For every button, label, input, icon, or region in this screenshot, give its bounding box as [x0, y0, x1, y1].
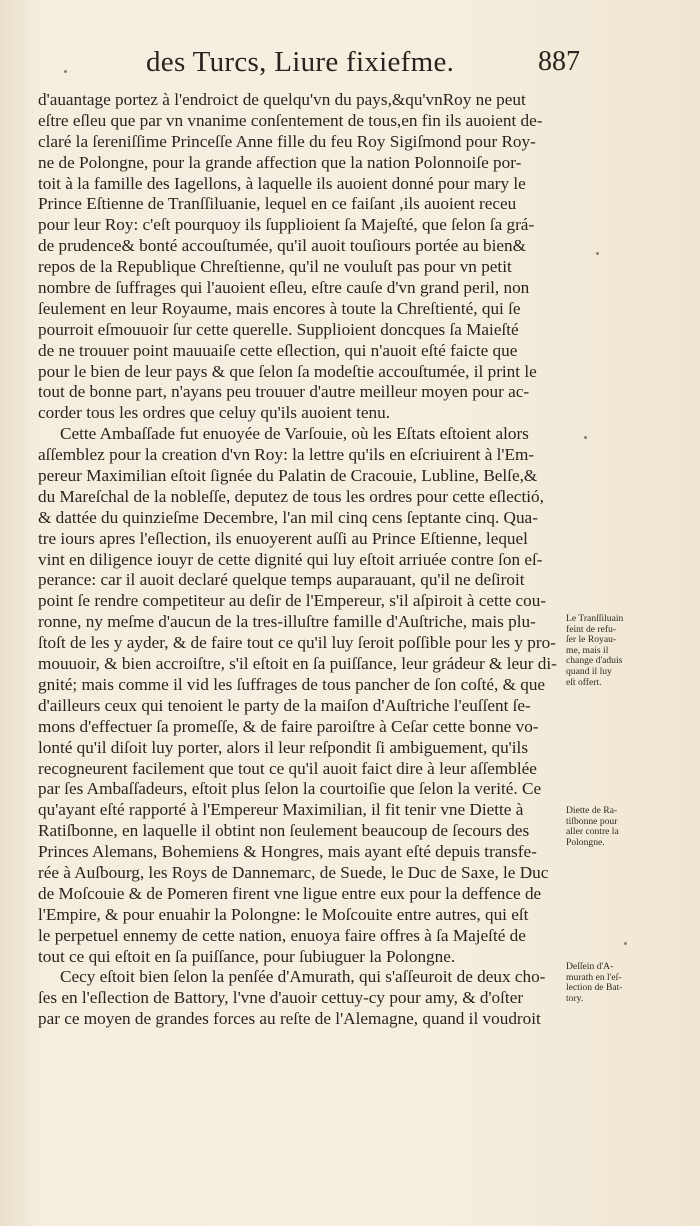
text-line: toit à la famille des Iagellons, à laquelle ils auoient donné pour mary le [38, 173, 526, 193]
page-number: 887 [538, 46, 580, 77]
text-line: mons d'effectuer ſa promeſſe, & de faire paroiſtre à Ceſar cette bonne vo- [38, 716, 539, 736]
text-line: ſeulement en leur Royaume, mais encores à toute la Chreſtienté, qui ſe [38, 298, 521, 318]
margin-note-line: tiſbonne pour [566, 815, 618, 827]
text-line: Cette Ambaſſade fut enuoyée de Varſouie, où les Eſtats eſtoient alors [60, 424, 529, 444]
text-line: pourroit eſmouuoir ſur cette querelle. Supplioient doncques ſa Maieſté [38, 319, 519, 339]
margin-note-line: Deſſein d'A- [566, 961, 614, 972]
text-line: rée à Auſbourg, les Roys de Dannemarc, de Suede, le Duc de Saxe, le Duc [38, 862, 549, 882]
running-title: des Turcs, Liure fixiefme. [146, 46, 455, 78]
text-line: d'auantage portez à l'endroict de quelqu'vn du pays,&qu'vnRoy ne peut [38, 90, 526, 109]
margin-note-line: aller contre la [566, 826, 619, 838]
text-line: perance: car il auoit declaré quelque temps auparauant, qu'il ne deſiroit [38, 570, 525, 590]
text-line: claré la ſereniſſime Princeſſe Anne fille du feu Roy Sigiſmond pour Roy- [38, 131, 536, 151]
text-line: eſtre eſleu que par vn vnanime conſentement de tous,en fin ils auoient de- [38, 110, 543, 130]
text-line: point ſe rendre competiteur au deſir de l'Empereur, s'il aſpiroit à cette cou- [38, 591, 547, 611]
text-line: de Moſcouie & de Pomeren firent vne ligue entre eux pour la deffence de [38, 883, 542, 903]
margin-note-line: Polongne. [566, 836, 605, 848]
body-text [38, 90, 566, 1030]
text-line: d'ailleurs ceux qui tenoient le party de la maiſon d'Auſtriche l'euſſent ſe- [38, 695, 531, 715]
ink-speck [624, 942, 627, 945]
text-line: & dattée du quinzieſme Decembre, l'an mil cinq cens ſeptante cinq. Qua- [38, 507, 538, 527]
text-line: corder tous les ordres que celuy qu'ils auoient tenu. [38, 403, 390, 423]
text-line: du Mareſchal de la nobleſſe, deputez de tous les ordres pour cette eſlectió, [38, 486, 544, 506]
text-line: ne de Polongne, pour la grande affection que la nation Polonnoiſe por- [38, 152, 522, 172]
margin-note-diet-ratisbon [566, 806, 644, 848]
margin-note-line: Diette de Ra- [566, 805, 618, 816]
ink-speck [64, 70, 67, 73]
text-line: lonté qu'il diſoit luy porter, alors il leur reſpondit ſi ambiguement, qu'ils [38, 737, 529, 757]
text-line: par ce moyen de grandes forces au reſte de l'Alemagne, quand il voudroit [38, 1009, 541, 1029]
margin-note-line: feint de refu- [566, 623, 617, 635]
margin-note-amurath-design [566, 962, 644, 1004]
margin-note-line: Le Tranſſiluain [566, 613, 624, 624]
text-line: Prince Eſtienne de Tranſſiluanie, lequel en ce faiſant ,ils auoient receu [38, 194, 517, 214]
text-line: recogneurent facilement que tout ce qu'il auoit faict dire à leur aſſemblée [38, 758, 537, 778]
ink-speck [584, 436, 587, 439]
text-line: pour leur Roy: c'eſt pourquoy ils ſupplioient ſa Majeſté, que ſelon ſa grá- [38, 215, 535, 235]
text-line: aſſemblez pour la creation d'vn Roy: la lettre qu'ils en eſcriuirent à l'Em- [38, 445, 535, 465]
text-line: de ne trouuer point mauuaiſe cette eſlection, qui n'auoit eſté faicte que [38, 340, 518, 360]
text-line: gnité; mais comme il vid les ſuffrages de tous pancher de ſon coſté, & que [38, 674, 546, 694]
text-line: tout ce qui eſtoit en ſa puiſſance, pour ſubiuguer la Polongne. [38, 946, 456, 966]
text-line: repos de la Republique Chreſtienne, qu'il ne vouluſt pas pour vn petit [38, 257, 512, 277]
margin-note-line: lection de Bat- [566, 982, 623, 994]
margin-note-line: quand il luy [566, 665, 612, 677]
text-line: vint en diligence iouyr de cette dignité qui luy eſtoit arriuée contre ſon eſ- [38, 549, 543, 569]
text-line: le perpetuel ennemy de cette nation, enuoya faire offres à ſa Majeſté de [38, 925, 526, 945]
margin-note-line: me, mais il [566, 644, 609, 656]
text-line: tout de bonne part, n'ayans peu trouuer d'autre meilleur moyen pour ac- [38, 382, 530, 402]
text-line: par ſes Ambaſſadeurs, eſtoit plus ſelon la courtoiſie que ſelon la verité. Ce [38, 779, 542, 799]
text-line: Cecy eſtoit bien ſelon la penſée d'Amurath, qui s'aſſeuroit de deux cho- [60, 967, 546, 987]
text-line: pour le bien de leur pays & que ſelon ſa modeſtie accouſtumée, il print le [38, 361, 537, 381]
text-line: pereur Maximilian eſtoit ſignée du Palatin de Cracouie, Lubline, Belſe,& [38, 466, 538, 486]
margin-note-line: murath en l'eſ- [566, 971, 622, 983]
text-line: ronne, ny meſme d'aucun de la tres-illuſtre famille d'Auſtriche, mais plu- [38, 612, 536, 632]
text-line: Ratiſbonne, en laquelle il obtint non ſeulement beaucoup de ſecours des [38, 821, 530, 841]
text-line: tre iours apres l'eſlection, ils enuoyerent auſſi au Prince Eſtienne, lequel [38, 528, 528, 548]
text-line: nombre de ſuffrages qui l'auoient eſleu, eſtre cauſe d'vn grand peril, non [38, 278, 530, 298]
margin-note-line: ſer le Royau- [566, 634, 617, 646]
text-line: Princes Alemans, Bohemiens & Hongres, mais ayant eſté depuis transfe- [38, 842, 537, 862]
running-header [140, 46, 580, 86]
margin-note-line: tory. [566, 992, 584, 1004]
text-line: l'Empire, & pour enuahir la Polongne: le Moſcouite entre autres, qui eſt [38, 904, 529, 924]
ink-speck [596, 252, 599, 255]
margin-note-line: eſt offert. [566, 676, 602, 688]
text-line: qu'ayant eſté rapporté à l'Empereur Maximilian, il fit tenir vne Diette à [38, 800, 524, 820]
margin-note-transylvanian [566, 614, 644, 688]
text-line: mouuoir, & bien accroiſtre, s'il eſtoit en ſa puiſſance, leur grádeur & leur di- [38, 654, 557, 674]
text-line: ſtoſt de les y ayder, & de faire tout ce qu'il luy ſeroit poſſible pour les y pro- [38, 633, 556, 653]
margin-note-line: change d'aduis [566, 655, 623, 667]
text-line: ſes en l'eſlection de Battory, l'vne d'auoir cettuy-cy pour amy, & d'oſter [38, 988, 524, 1008]
text-line: de prudence& bonté accouſtumée, qu'il auoit touſiours portée au bien& [38, 236, 527, 256]
